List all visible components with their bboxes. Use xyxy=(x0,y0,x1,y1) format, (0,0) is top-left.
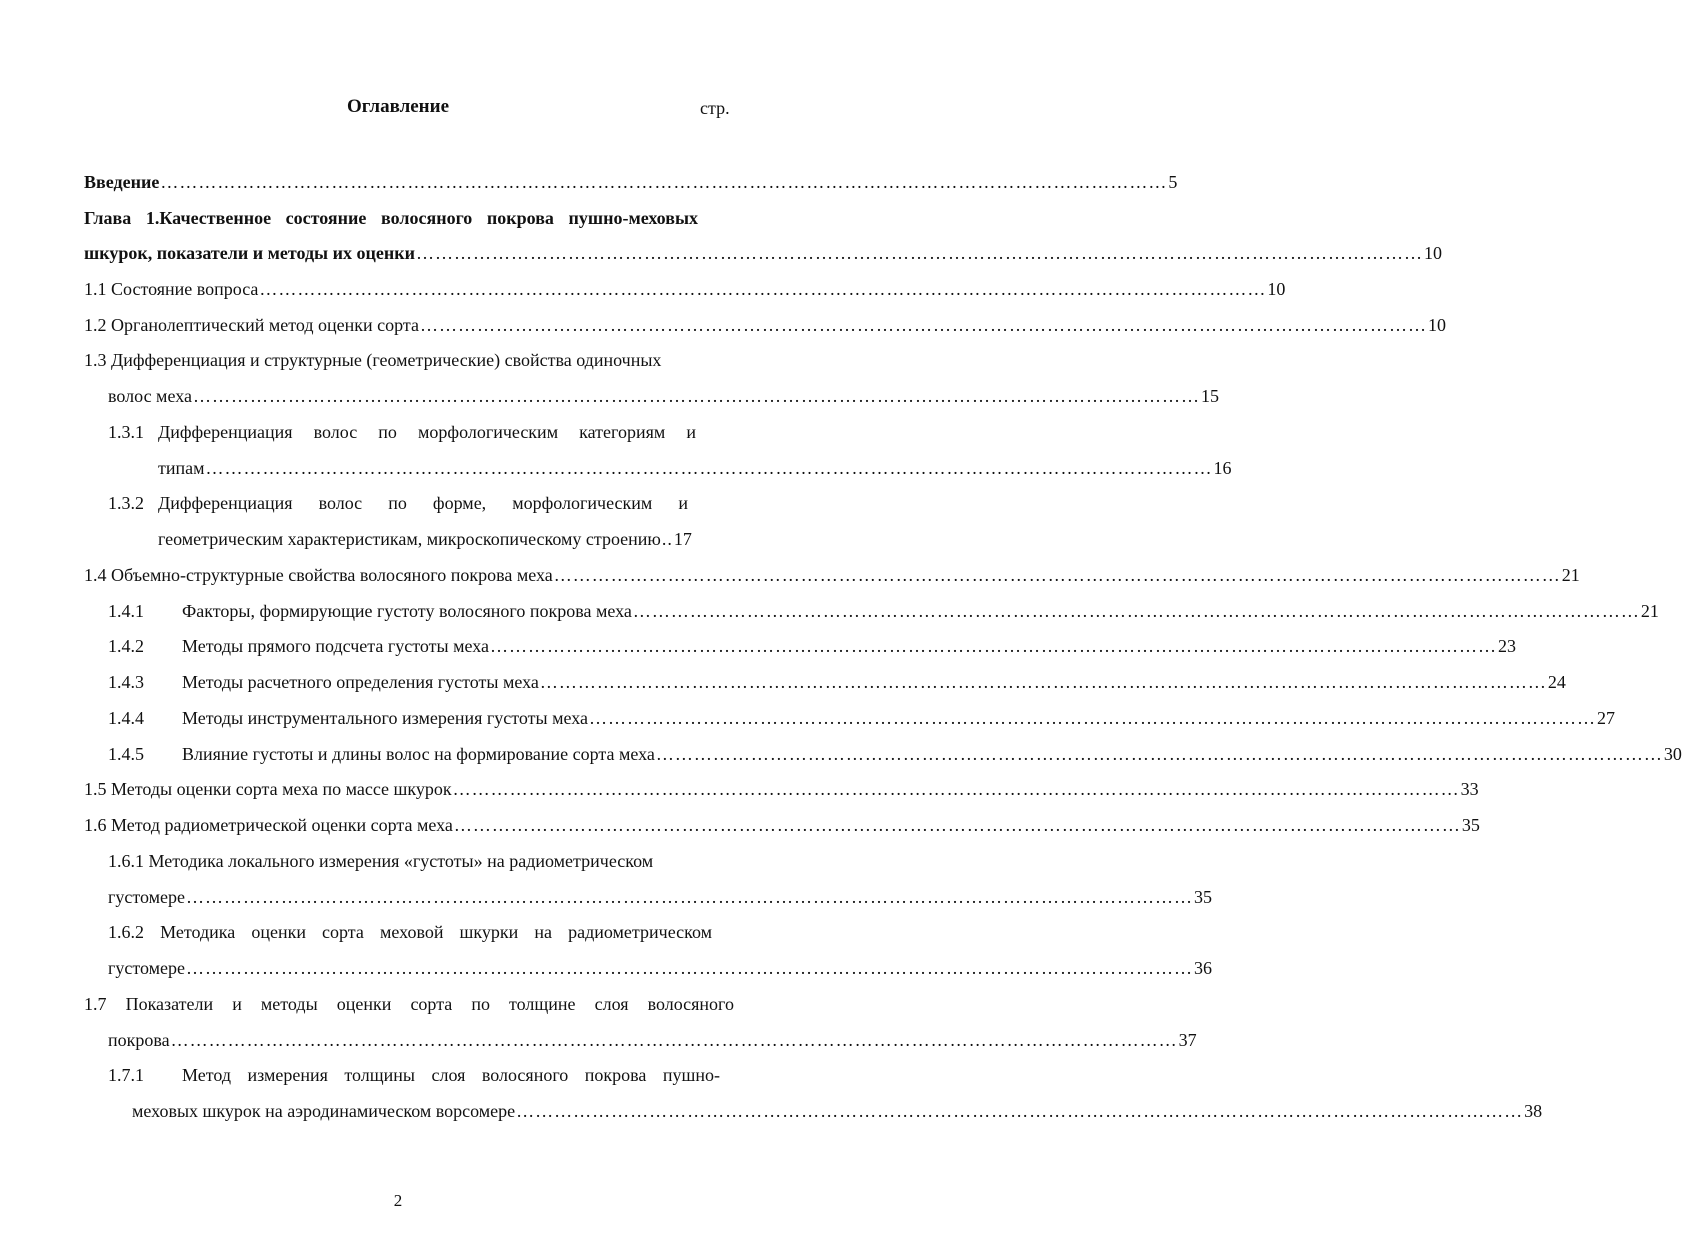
toc-entry-text: 1.6.1 Методика локального измерения «густоты» на радиометрическом xyxy=(108,851,654,871)
toc-entry-1-7-line1[interactable] xyxy=(84,992,734,1016)
toc-page-number: 23 xyxy=(1498,636,1516,656)
toc-entry-text: Факторы, формирующие густоту волосяного покрова меха xyxy=(182,601,632,621)
toc-entry-text: 1.6.2 Методика оценки сорта меховой шкурки на радиометрическом xyxy=(108,922,712,942)
toc-leader: …………………………………………………………………………………………………………………………………………… xyxy=(539,672,1547,692)
toc-entry-text: 1.7 Показатели и методы оценки сорта по толщине слоя волосяного xyxy=(84,994,734,1014)
toc-leader: …………………………………………………………………………………………………………………………………………… xyxy=(186,887,1194,907)
toc-entry-text: Дифференциация волос по форме, морфологическим и xyxy=(158,493,688,513)
toc-entry-text: шкурок, показатели и методы их оценки xyxy=(84,243,415,263)
toc-entry-1-6-1-line1[interactable] xyxy=(108,849,728,873)
toc-entry-1-3-line1[interactable] xyxy=(84,348,734,372)
toc-entry-text: меховых шкурок на аэродинамическом ворсомере xyxy=(132,1101,516,1121)
toc-entry-1-4-1[interactable] xyxy=(108,599,1659,623)
toc-page-number: 16 xyxy=(1213,458,1232,478)
toc-leader: …………………………………………………………………………………………………………………………………………… xyxy=(170,1030,1178,1050)
toc-entry-1-7[interactable] xyxy=(108,1028,1197,1052)
toc-entry-1-4-3[interactable] xyxy=(108,670,1566,694)
toc-entry-number: 1.4.2 xyxy=(108,636,144,656)
toc-entry-text: Методы расчетного определения густоты меха xyxy=(182,672,539,692)
toc-leader: …………………………………………………………………………………………………………………………………………… xyxy=(186,958,1194,978)
toc-entry-chapter1[interactable] xyxy=(84,241,1442,265)
toc-page-number: 21 xyxy=(1640,601,1659,621)
toc-entry-number: 1.4.3 xyxy=(108,672,144,692)
page-column-label: стр. xyxy=(700,98,730,118)
toc-entry-text: 1.2 Органолептический метод оценки сорта xyxy=(84,315,419,335)
toc-page-number: 10 xyxy=(1427,315,1446,335)
toc-entry-text: типам xyxy=(158,458,205,478)
toc-entry-text: Глава 1.Качественное состояние волосяного покрова пушно-меховых xyxy=(84,208,698,228)
page-title: Оглавление xyxy=(346,96,450,117)
toc-entry-number: 1.4.4 xyxy=(108,708,144,728)
toc-leader: …………………………………………………………………………………………………………………………………………… xyxy=(490,636,1497,656)
toc-leader: …………………………………………………………………………………………………………………………………………… xyxy=(516,1101,1524,1121)
toc-entry-1-3-2-line1[interactable] xyxy=(108,491,690,515)
toc-leader: …………………………………………………………………………………………………………………………………………… xyxy=(589,708,1597,728)
toc-page-number: 27 xyxy=(1597,708,1616,728)
toc-page-number: 17 xyxy=(673,529,692,549)
page-number: 2 xyxy=(393,1191,403,1210)
toc-leader: .. xyxy=(661,529,673,549)
toc-leader: …………………………………………………………………………………………………………………………………………… xyxy=(259,279,1267,299)
toc-entry-text: Влияние густоты и длины волос на формирование сорта меха xyxy=(182,744,655,764)
toc-entry-text: густомере xyxy=(108,887,186,907)
toc-page-number: 35 xyxy=(1461,815,1480,835)
toc-entry-text: волос меха xyxy=(108,386,192,406)
toc-entry-text: 1.5 Методы оценки сорта меха по массе шкурок xyxy=(84,779,452,799)
toc-entry-1-3-2[interactable] xyxy=(158,527,734,551)
toc-entry-number: 1.3.1 xyxy=(108,422,144,442)
toc-entry-1-4-2[interactable] xyxy=(108,634,1516,658)
toc-entry-1-5[interactable] xyxy=(84,777,1479,801)
toc-entry-text: 1.1 Состояние вопроса xyxy=(84,279,259,299)
toc-entry-text: густомере xyxy=(108,958,186,978)
toc-page-number: 24 xyxy=(1547,672,1566,692)
toc-leader: …………………………………………………………………………………………………………………………………………… xyxy=(452,779,1460,799)
toc-entry-1-4[interactable] xyxy=(84,563,1580,587)
toc-page-number: 38 xyxy=(1524,1101,1543,1121)
toc-page-number: 10 xyxy=(1423,243,1442,263)
toc-leader: …………………………………………………………………………………………………………………………………………… xyxy=(205,458,1213,478)
toc-entry-1-2[interactable] xyxy=(84,313,1446,337)
toc-entry-1-4-4[interactable] xyxy=(108,706,1616,730)
toc-entry-number: 1.4.5 xyxy=(108,744,144,764)
toc-entry-text: Введение xyxy=(84,172,160,192)
toc-entry-text: Дифференциация волос по морфологическим категориям и xyxy=(158,422,696,442)
toc-entry-1-7-1-line1[interactable] xyxy=(108,1063,720,1087)
toc-entry-1-6[interactable] xyxy=(84,813,1480,837)
toc-entry-number: 1.7.1 xyxy=(108,1065,144,1085)
toc-entry-1-6-2-line1[interactable] xyxy=(108,920,712,944)
toc-entry-text: геометрическим характеристикам, микроскопическому строению xyxy=(158,529,661,549)
toc-leader: …………………………………………………………………………………………………………………………………………… xyxy=(419,315,1427,335)
toc-leader: …………………………………………………………………………………………………………………………………………… xyxy=(453,815,1461,835)
toc-leader: …………………………………………………………………………………………………………………………………………… xyxy=(553,565,1561,585)
toc-leader: …………………………………………………………………………………………………………………………………………… xyxy=(192,386,1200,406)
toc-entry-number: 1.4.1 xyxy=(108,601,144,621)
toc-leader: …………………………………………………………………………………………………………………………………………… xyxy=(160,172,1168,192)
toc-page-number: 10 xyxy=(1267,279,1286,299)
toc-page-number: 35 xyxy=(1194,887,1213,907)
toc-entry-text: Метод измерения толщины слоя волосяного покрова пушно- xyxy=(182,1065,720,1085)
toc-page-number: 21 xyxy=(1561,565,1580,585)
toc-leader: …………………………………………………………………………………………………………………………………………… xyxy=(655,744,1663,764)
toc-entry-1-3-1[interactable] xyxy=(158,456,1232,480)
toc-entry-text: 1.4 Объемно-структурные свойства волосяного покрова меха xyxy=(84,565,553,585)
toc-entry-1-7-1[interactable] xyxy=(132,1099,1543,1123)
toc-entry-text: Методы инструментального измерения густоты меха xyxy=(182,708,589,728)
toc-page-number: 15 xyxy=(1200,386,1219,406)
toc-page-number: 33 xyxy=(1460,779,1479,799)
toc-entry-1-6-1[interactable] xyxy=(108,885,1213,909)
toc-entry-text: 1.3 Дифференциация и структурные (геометрические) свойства одиночных xyxy=(84,350,662,370)
toc-entry-chapter1-line1[interactable] xyxy=(84,206,698,230)
toc-page-number: 30 xyxy=(1663,744,1682,764)
toc-page-number: 37 xyxy=(1178,1030,1197,1050)
toc-entry-number: 1.3.2 xyxy=(108,493,144,513)
toc-page-number: 36 xyxy=(1194,958,1213,978)
toc-entry-text: покрова xyxy=(108,1030,170,1050)
toc-entry-text: 1.6 Метод радиометрической оценки сорта меха xyxy=(84,815,453,835)
toc-entry-1-3-1-line1[interactable] xyxy=(108,420,698,444)
toc-entry-1-1[interactable] xyxy=(84,277,1286,301)
toc-page-number: 5 xyxy=(1168,172,1178,192)
toc-entry-intro[interactable] xyxy=(84,170,1178,194)
toc-leader: …………………………………………………………………………………………………………………………………………… xyxy=(415,243,1423,263)
toc-leader: …………………………………………………………………………………………………………………………………………… xyxy=(632,601,1640,621)
toc-entry-1-4-5[interactable] xyxy=(108,742,1682,766)
toc-entry-1-3[interactable] xyxy=(108,384,1219,408)
toc-entry-text: Методы прямого подсчета густоты меха xyxy=(182,636,489,656)
toc-entry-1-6-2[interactable] xyxy=(108,956,1213,980)
